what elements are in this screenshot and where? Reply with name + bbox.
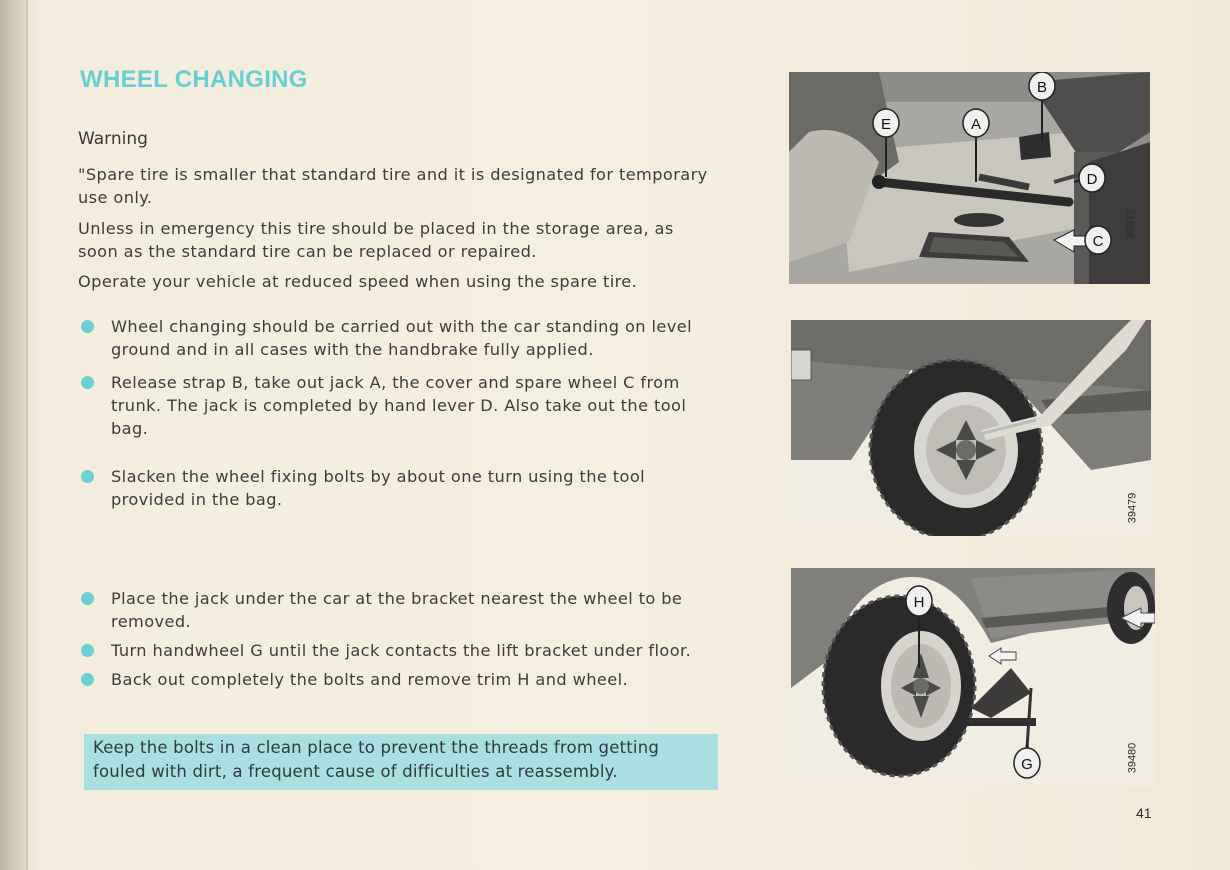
- step-text: Release strap B, take out jack A, the cover and spare wheel C from trunk. The jack is completed by hand lever D. Also take out the tool bag.: [111, 373, 687, 438]
- bullet-icon: [81, 470, 94, 483]
- figure-number: 39517: [1124, 208, 1137, 240]
- figure-number: 39480: [1126, 742, 1139, 774]
- bullet-icon: [81, 376, 94, 389]
- callout-d-label: D: [1086, 171, 1098, 188]
- page-number: 41: [1136, 805, 1152, 821]
- book-spine-shadow: [0, 0, 26, 870]
- maintenance-note: Keep the bolts in a clean place to prevent the threads from getting fouled with dirt, a frequent cause of difficulties at reassembly.: [84, 734, 718, 790]
- step-item: [80, 371, 714, 440]
- warning-paragraph-1: "Spare tire is smaller that standard tire and it is designated for temporary use only.: [78, 165, 708, 207]
- warning-heading: Warning: [78, 129, 148, 149]
- figure-number: 39479: [1126, 492, 1139, 524]
- step-text: Back out completely the bolts and remove trim H and wheel.: [111, 670, 629, 689]
- step-item: [80, 315, 714, 361]
- callout-h-label: H: [913, 594, 925, 611]
- bullet-icon: [81, 644, 94, 657]
- step-text: Slacken the wheel fixing bolts by about one turn using the tool provided in the bag.: [111, 467, 646, 509]
- callout-e-label: E: [880, 116, 892, 133]
- callout-g-label: G: [1021, 756, 1033, 773]
- step-text: Place the jack under the car at the bracket nearest the wheel to be removed.: [111, 589, 683, 631]
- steps-list-2: [80, 465, 714, 511]
- callout-a-label: A: [970, 116, 982, 133]
- jack-lift-illustration: [791, 568, 1155, 786]
- bullet-icon: [81, 320, 94, 333]
- callout-c-label: C: [1092, 233, 1104, 250]
- step-item: [80, 465, 714, 511]
- step-text: Turn handwheel G until the jack contacts the lift bracket under floor.: [111, 641, 692, 660]
- step-item: [80, 587, 714, 633]
- bullet-icon: [81, 592, 94, 605]
- warning-paragraph-2: Unless in emergency this tire should be placed in the storage area, as soon as the standard tire can be replaced or repaired.: [78, 219, 674, 261]
- steps-list-1: [80, 315, 714, 440]
- trunk-jack-figure: [789, 72, 1150, 284]
- steps-list-3: [80, 587, 714, 691]
- step-item: [80, 668, 714, 691]
- trunk-illustration: [789, 72, 1150, 284]
- bullet-icon: [81, 673, 94, 686]
- page-title: WHEEL CHANGING: [80, 66, 308, 93]
- wheel-wrench-illustration: [791, 320, 1151, 536]
- step-item: [80, 639, 714, 662]
- callout-b-label: B: [1036, 79, 1048, 96]
- jack-under-car-figure: [791, 568, 1155, 786]
- loosen-bolts-figure: [791, 320, 1151, 536]
- warning-paragraph-3: Operate your vehicle at reduced speed when using the spare tire.: [78, 272, 638, 291]
- page-edge: [26, 0, 28, 870]
- step-text: Wheel changing should be carried out with the car standing on level ground and in all cases with the handbrake fully applied.: [111, 317, 692, 359]
